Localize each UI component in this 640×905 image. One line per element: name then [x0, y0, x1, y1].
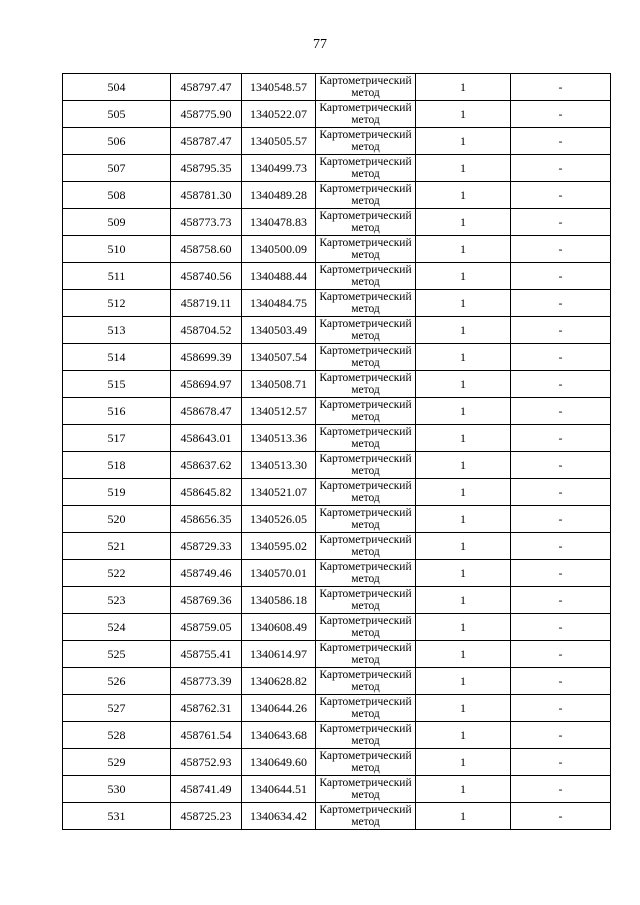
accuracy-cell: 1 [416, 479, 511, 506]
point-number-cell: 514 [63, 344, 171, 371]
coordinate-y-cell: 1340505.57 [242, 128, 316, 155]
coordinate-y-cell: 1340522.07 [242, 101, 316, 128]
coordinate-y-cell: 1340484.75 [242, 290, 316, 317]
method-cell: Картометрический метод [316, 506, 416, 533]
method-cell: Картометрический метод [316, 641, 416, 668]
method-cell: Картометрический метод [316, 317, 416, 344]
coordinate-x-cell: 458749.46 [171, 560, 242, 587]
table-row [63, 776, 611, 803]
point-number-cell: 528 [63, 722, 171, 749]
note-cell: - [511, 803, 611, 830]
table-row [63, 209, 611, 236]
coordinate-x-cell: 458769.36 [171, 587, 242, 614]
point-number-cell: 526 [63, 668, 171, 695]
method-cell: Картометрический метод [316, 101, 416, 128]
accuracy-cell: 1 [416, 344, 511, 371]
coordinate-x-cell: 458704.52 [171, 317, 242, 344]
table-row [63, 668, 611, 695]
note-cell: - [511, 452, 611, 479]
point-number-cell: 512 [63, 290, 171, 317]
table-row [63, 695, 611, 722]
table-row [63, 614, 611, 641]
accuracy-cell: 1 [416, 101, 511, 128]
method-cell: Картометрический метод [316, 722, 416, 749]
method-cell: Картометрический метод [316, 182, 416, 209]
coordinate-x-cell: 458645.82 [171, 479, 242, 506]
method-cell: Картометрический метод [316, 371, 416, 398]
method-cell: Картометрический метод [316, 560, 416, 587]
coordinate-y-cell: 1340628.82 [242, 668, 316, 695]
method-cell: Картометрический метод [316, 398, 416, 425]
point-number-cell: 524 [63, 614, 171, 641]
note-cell: - [511, 641, 611, 668]
method-cell: Картометрический метод [316, 452, 416, 479]
table-row [63, 506, 611, 533]
point-number-cell: 513 [63, 317, 171, 344]
accuracy-cell: 1 [416, 398, 511, 425]
method-cell: Картометрический метод [316, 236, 416, 263]
coordinate-y-cell: 1340644.26 [242, 695, 316, 722]
point-number-cell: 511 [63, 263, 171, 290]
table-row [63, 803, 611, 830]
point-number-cell: 516 [63, 398, 171, 425]
coordinate-y-cell: 1340499.73 [242, 155, 316, 182]
coordinate-x-cell: 458787.47 [171, 128, 242, 155]
method-cell: Картометрический метод [316, 479, 416, 506]
note-cell: - [511, 398, 611, 425]
coordinate-y-cell: 1340548.57 [242, 74, 316, 101]
coordinate-y-cell: 1340526.05 [242, 506, 316, 533]
point-number-cell: 521 [63, 533, 171, 560]
note-cell: - [511, 155, 611, 182]
accuracy-cell: 1 [416, 506, 511, 533]
table-row [63, 155, 611, 182]
point-number-cell: 505 [63, 101, 171, 128]
coordinate-y-cell: 1340503.49 [242, 317, 316, 344]
accuracy-cell: 1 [416, 776, 511, 803]
coordinate-x-cell: 458678.47 [171, 398, 242, 425]
accuracy-cell: 1 [416, 560, 511, 587]
method-cell: Картометрический метод [316, 776, 416, 803]
coordinate-x-cell: 458762.31 [171, 695, 242, 722]
coordinate-x-cell: 458759.05 [171, 614, 242, 641]
point-number-cell: 504 [63, 74, 171, 101]
coordinate-x-cell: 458741.49 [171, 776, 242, 803]
point-number-cell: 522 [63, 560, 171, 587]
table-row [63, 74, 611, 101]
note-cell: - [511, 128, 611, 155]
note-cell: - [511, 614, 611, 641]
coordinate-y-cell: 1340595.02 [242, 533, 316, 560]
coordinate-y-cell: 1340507.54 [242, 344, 316, 371]
accuracy-cell: 1 [416, 371, 511, 398]
accuracy-cell: 1 [416, 236, 511, 263]
method-cell: Картометрический метод [316, 695, 416, 722]
point-number-cell: 507 [63, 155, 171, 182]
table-row [63, 128, 611, 155]
method-cell: Картометрический метод [316, 668, 416, 695]
coordinate-y-cell: 1340500.09 [242, 236, 316, 263]
note-cell: - [511, 776, 611, 803]
method-cell: Картометрический метод [316, 803, 416, 830]
point-number-cell: 529 [63, 749, 171, 776]
note-cell: - [511, 479, 611, 506]
point-number-cell: 530 [63, 776, 171, 803]
point-number-cell: 518 [63, 452, 171, 479]
note-cell: - [511, 236, 611, 263]
note-cell: - [511, 722, 611, 749]
accuracy-cell: 1 [416, 452, 511, 479]
coordinate-x-cell: 458725.23 [171, 803, 242, 830]
note-cell: - [511, 263, 611, 290]
table-row [63, 236, 611, 263]
note-cell: - [511, 560, 611, 587]
coordinate-y-cell: 1340608.49 [242, 614, 316, 641]
method-cell: Картометрический метод [316, 74, 416, 101]
point-number-cell: 515 [63, 371, 171, 398]
coordinate-y-cell: 1340586.18 [242, 587, 316, 614]
coordinate-x-cell: 458755.41 [171, 641, 242, 668]
coordinate-y-cell: 1340489.28 [242, 182, 316, 209]
note-cell: - [511, 344, 611, 371]
coordinate-y-cell: 1340649.60 [242, 749, 316, 776]
note-cell: - [511, 371, 611, 398]
coordinates-table-body [63, 74, 611, 830]
coordinate-x-cell: 458773.39 [171, 668, 242, 695]
coordinate-x-cell: 458797.47 [171, 74, 242, 101]
coordinate-y-cell: 1340614.97 [242, 641, 316, 668]
page-number: 77 [313, 37, 327, 52]
method-cell: Картометрический метод [316, 587, 416, 614]
table-row [63, 101, 611, 128]
note-cell: - [511, 74, 611, 101]
table-row [63, 344, 611, 371]
accuracy-cell: 1 [416, 803, 511, 830]
coordinate-y-cell: 1340512.57 [242, 398, 316, 425]
note-cell: - [511, 101, 611, 128]
method-cell: Картометрический метод [316, 155, 416, 182]
point-number-cell: 519 [63, 479, 171, 506]
accuracy-cell: 1 [416, 74, 511, 101]
coordinate-x-cell: 458773.73 [171, 209, 242, 236]
coordinate-x-cell: 458699.39 [171, 344, 242, 371]
method-cell: Картометрический метод [316, 209, 416, 236]
table-row [63, 263, 611, 290]
table-row [63, 398, 611, 425]
method-cell: Картометрический метод [316, 263, 416, 290]
coordinate-y-cell: 1340513.36 [242, 425, 316, 452]
table-row [63, 317, 611, 344]
table-row [63, 182, 611, 209]
accuracy-cell: 1 [416, 668, 511, 695]
coordinate-x-cell: 458761.54 [171, 722, 242, 749]
accuracy-cell: 1 [416, 290, 511, 317]
note-cell: - [511, 506, 611, 533]
note-cell: - [511, 533, 611, 560]
point-number-cell: 531 [63, 803, 171, 830]
coordinate-x-cell: 458775.90 [171, 101, 242, 128]
table-row [63, 452, 611, 479]
table-row [63, 722, 611, 749]
note-cell: - [511, 749, 611, 776]
coordinate-y-cell: 1340508.71 [242, 371, 316, 398]
point-number-cell: 525 [63, 641, 171, 668]
method-cell: Картометрический метод [316, 290, 416, 317]
table-row [63, 425, 611, 452]
table-row [63, 749, 611, 776]
note-cell: - [511, 182, 611, 209]
coordinates-table [62, 73, 611, 830]
coordinate-x-cell: 458719.11 [171, 290, 242, 317]
accuracy-cell: 1 [416, 614, 511, 641]
accuracy-cell: 1 [416, 425, 511, 452]
table-row [63, 371, 611, 398]
coordinate-y-cell: 1340643.68 [242, 722, 316, 749]
accuracy-cell: 1 [416, 317, 511, 344]
accuracy-cell: 1 [416, 155, 511, 182]
accuracy-cell: 1 [416, 182, 511, 209]
table-row [63, 479, 611, 506]
coordinate-x-cell: 458758.60 [171, 236, 242, 263]
note-cell: - [511, 425, 611, 452]
coordinate-y-cell: 1340521.07 [242, 479, 316, 506]
accuracy-cell: 1 [416, 587, 511, 614]
coordinate-x-cell: 458643.01 [171, 425, 242, 452]
table-row [63, 290, 611, 317]
coordinate-y-cell: 1340634.42 [242, 803, 316, 830]
accuracy-cell: 1 [416, 641, 511, 668]
point-number-cell: 517 [63, 425, 171, 452]
note-cell: - [511, 209, 611, 236]
accuracy-cell: 1 [416, 695, 511, 722]
accuracy-cell: 1 [416, 128, 511, 155]
point-number-cell: 508 [63, 182, 171, 209]
accuracy-cell: 1 [416, 722, 511, 749]
table-row [63, 533, 611, 560]
accuracy-cell: 1 [416, 209, 511, 236]
table-row [63, 560, 611, 587]
accuracy-cell: 1 [416, 263, 511, 290]
coordinate-y-cell: 1340488.44 [242, 263, 316, 290]
point-number-cell: 506 [63, 128, 171, 155]
method-cell: Картометрический метод [316, 614, 416, 641]
accuracy-cell: 1 [416, 533, 511, 560]
table-row [63, 641, 611, 668]
note-cell: - [511, 695, 611, 722]
note-cell: - [511, 317, 611, 344]
point-number-cell: 523 [63, 587, 171, 614]
point-number-cell: 527 [63, 695, 171, 722]
point-number-cell: 510 [63, 236, 171, 263]
method-cell: Картометрический метод [316, 749, 416, 776]
point-number-cell: 509 [63, 209, 171, 236]
coordinate-x-cell: 458637.62 [171, 452, 242, 479]
table-row [63, 587, 611, 614]
coordinate-y-cell: 1340478.83 [242, 209, 316, 236]
coordinate-x-cell: 458781.30 [171, 182, 242, 209]
note-cell: - [511, 668, 611, 695]
coordinate-y-cell: 1340570.01 [242, 560, 316, 587]
method-cell: Картометрический метод [316, 344, 416, 371]
coordinate-y-cell: 1340513.30 [242, 452, 316, 479]
method-cell: Картометрический метод [316, 128, 416, 155]
coordinate-x-cell: 458795.35 [171, 155, 242, 182]
accuracy-cell: 1 [416, 749, 511, 776]
coordinate-x-cell: 458752.93 [171, 749, 242, 776]
coordinate-x-cell: 458694.97 [171, 371, 242, 398]
method-cell: Картометрический метод [316, 425, 416, 452]
coordinate-x-cell: 458740.56 [171, 263, 242, 290]
coordinate-x-cell: 458656.35 [171, 506, 242, 533]
note-cell: - [511, 290, 611, 317]
note-cell: - [511, 587, 611, 614]
coordinate-y-cell: 1340644.51 [242, 776, 316, 803]
method-cell: Картометрический метод [316, 533, 416, 560]
point-number-cell: 520 [63, 506, 171, 533]
coordinate-x-cell: 458729.33 [171, 533, 242, 560]
